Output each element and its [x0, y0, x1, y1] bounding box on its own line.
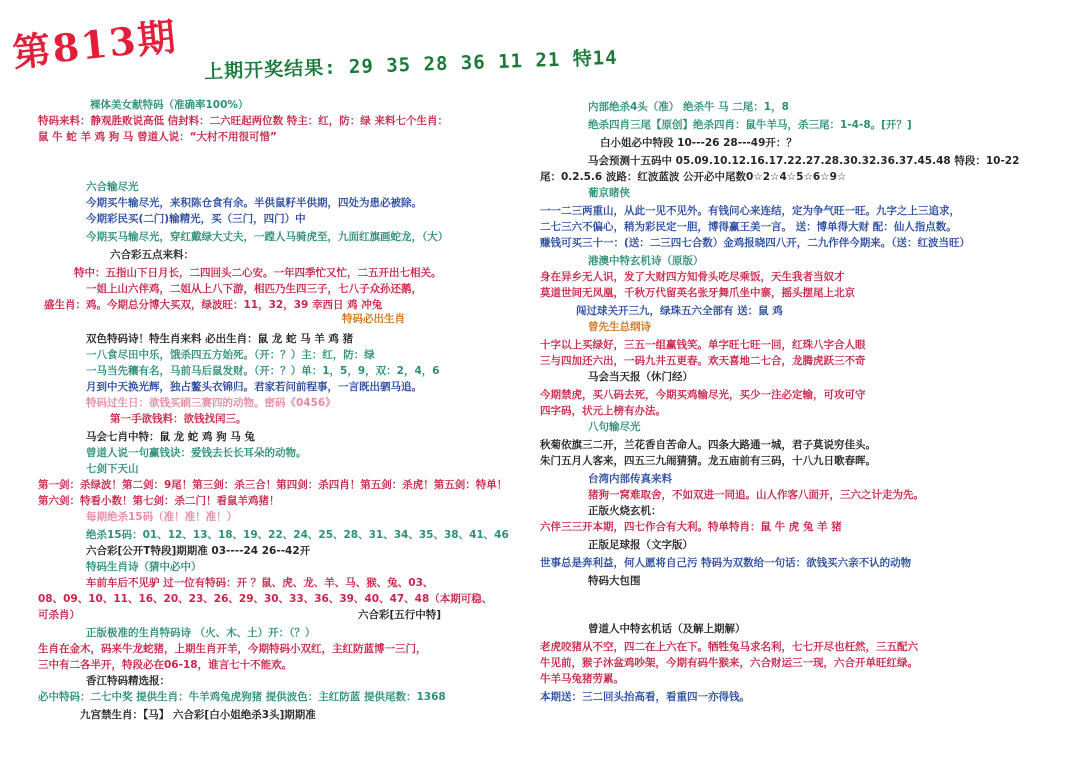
left-text-line: 第一手欲钱料：欲钱找闰三。 — [110, 413, 247, 425]
right-text-line: 内部绝杀4头（准） 绝杀牛 马 二尾：1，8 — [588, 101, 789, 113]
left-text-line: 七剑下天山 — [86, 463, 139, 475]
left-text-line: 必中特码：二七中奖 提供生肖：牛羊鸡兔虎狗猪 提供波色：主红防蓝 提供尾数：1368 — [38, 691, 446, 703]
left-text-line: 特码必出生肖 — [342, 313, 405, 325]
right-text-line: 正版火烧玄机： — [588, 505, 662, 517]
right-text-line: 秋菊依旗三二开，兰花香自苦命人。四条大路通一城，君子莫说穷佳头。 — [540, 439, 876, 451]
left-text-line: 鼠 牛 蛇 羊 鸡 狗 马 曾道人说：“大村不用很可惜” — [38, 131, 277, 143]
right-text-line: 本期送：三二回头抬高看，看重四一亦得钱。 — [540, 691, 750, 703]
left-text-line: 车前车后不见驴 过一位有特码：开 ？鼠、虎、龙、羊、马、猴、兔、03、 — [86, 577, 434, 589]
left-text-line: 盛生肖：鸡。今期总分博大买双，绿波旺：11，32，39 幸西日 鸡 冲兔 — [44, 299, 383, 311]
left-text-line: 月到中天换光辉，独占鳌头衣锦归。君家若问前程事，一言既出驷马追。 — [86, 381, 422, 393]
left-text-line: 九宫禁生肖：【马】 六合彩[白小姐绝杀3头]期期准 — [80, 709, 316, 721]
left-text-line: 特码生肖诗（猜中必中） — [86, 561, 202, 573]
left-text-line: 一马当先穰有名，马前马后鼠发财。（开：？）单：1，5，9，双：2，4，6 — [86, 365, 440, 377]
right-text-line: 猪狗一窝难取舍，不如双进一同追。山人作客八面开，三六之计走为先。 — [588, 489, 924, 501]
right-text-line: 赚钱可买三十一：(送：二三四七合数）金鸡报晓四八开，二九作伴今期来。（送：红波当旺） — [540, 237, 971, 249]
left-text-line: 08、09、10、11、16、20、23、26、29、30、33、36、39、40、47、48（本期可稳、 — [38, 593, 493, 605]
right-text-line: 三与四加还六出，一码九井五更春。欢天喜地二七合，龙腾虎跃三不奇 — [540, 355, 866, 367]
right-text-line: 闯过球关开三九，绿珠五六全部有 送：鼠 鸡 — [576, 305, 783, 317]
left-text-line: 今期买马输尽光，穿红戴绿大丈夫，一蹚人马骑虎至，九面红旗画蛇龙，（大） — [86, 231, 449, 243]
left-text-line: 马会七肖中特：鼠 龙 蛇 鸡 狗 马 兔 — [86, 431, 255, 443]
right-text-line: 尾：0.2.5.6 波路：红波蓝波 公开必中尾数0☆2☆4☆5☆6☆9☆ — [540, 171, 847, 183]
left-text-line: 三中有二各半开，特段必在06-18，谁言七十不能欢。 — [38, 659, 293, 671]
left-text-line: 第六剑：特看小数！第七剑：杀二门！看鼠羊鸡猪！ — [38, 495, 280, 507]
right-text-line: 一一二三两重山，从此一见不见外。有钱问心来连结，定为争气旺一旺。九字之上三追求， — [540, 205, 960, 217]
left-text-line: 今期买牛输尽光，来积陈仓食有余。半供鼠籽半供期，四处为患必被除。 — [86, 197, 422, 209]
right-text-line: 白小姐必中特段 10---26 28---49开：？ — [600, 137, 797, 149]
right-text-line: 世事总是奔利益，何人愿将自己污 特码为双数给一句话：欲钱买六亲不认的动物 — [540, 557, 912, 569]
right-text-line: 葡京睹侠 — [588, 187, 630, 199]
right-text-line: 朱门五月人客来，四五三九闹猜猜。龙五庙前有三码，十八九日歌春晖。 — [540, 455, 876, 467]
left-text-line: 六合彩[五行中特] — [358, 609, 442, 621]
right-text-line: 四字码，状元上榜有办法。 — [540, 405, 666, 417]
right-text-line: 正版足球报（文字版） — [588, 539, 693, 551]
left-text-line: 曾道人说一句赢钱诀：爱钱去长长耳朵的动物。 — [86, 447, 307, 459]
right-text-line: 港澳中特玄机诗（原版） — [588, 255, 704, 267]
left-text-line: 特码来料：静观胜败说高低 信封料：二六旺起两位数 特主：红，防：绿 来料七个生肖： — [38, 115, 448, 127]
left-text-line: 六合输尽光 — [86, 181, 139, 193]
right-text-line: 莫道世间无凤凰，千秋万代留英名张牙舞爪坐中寨，摇头摆尾上北京 — [540, 287, 855, 299]
left-text-line: 一八食尽田中乐，饿杀四五方始死。（开：？）主：红，防：绿 — [86, 349, 375, 361]
right-text-line: 马会预测十五码中 05.09.10.12.16.17.22.27.28.30.32.36.37.45.48 特段：10-22 — [588, 155, 1020, 167]
right-text-line: 特码大包围 — [588, 575, 641, 587]
left-text-line: 六合彩五点来料： — [110, 249, 194, 261]
left-text-line: 特中：五指山下日月长，二四回头二心安。一年四季忙又忙，二五开出七相关。 — [74, 267, 442, 279]
right-text-line: 二七三六不偏心，稍为彩民定一胆，博得赢王美一言。 送：博单得大财 配：仙人指点数。 — [540, 221, 957, 233]
left-text-line: 一姐上山六伴鸡，二姐从上八下游，相匹乃生四三子，七八子众孙还鹅， — [86, 283, 422, 295]
right-text-line: 八句输尽光 — [588, 421, 641, 433]
right-text-line: 今期禁虎，买八码去死，今期买鸡输尽光，买少一注必定输，可攻可守 — [540, 389, 866, 401]
left-text-line: 生肖在金木，码来牛龙蛇猪，上期生肖开羊，今期特码小双红，主红防蓝博一三门， — [38, 643, 427, 655]
right-text-line: 绝杀四肖三尾【原创】绝杀四肖：鼠牛羊马，杀三尾：1-4-8。[开？] — [588, 119, 912, 131]
right-text-line: 曾先生总纲诗 — [588, 321, 651, 333]
right-text-line: 马会当天报（休门经） — [588, 371, 693, 383]
issue-number: 第813期 — [10, 13, 180, 76]
left-text-line: 裸体美女献特码（准确率100%） — [90, 99, 249, 111]
left-text-line: 第一剑：杀绿波！第二剑：9尾！第三剑：杀三合！第四剑：杀四肖！第五剑：杀虎！第五剑：特单！ — [38, 479, 508, 491]
right-text-line: 身在异乡无人识，发了大财四方知骨头吃尽乘饭，天生我者当奴才 — [540, 271, 845, 283]
right-text-line: 台湾内部传真来料 — [588, 473, 672, 485]
last-draw-result: 上期开奖结果: 29 35 28 36 11 21 特14 — [203, 46, 618, 84]
right-text-line: 十字以上买绿好，三五一组赢钱笑。单字旺七旺一回，红珠八字合人眼 — [540, 339, 866, 351]
right-text-line: 六伴三三开本期，四七作合有大利。特单特肖：鼠 牛 虎 兔 羊 猪 — [540, 521, 842, 533]
left-text-line: 香江特码精选报： — [86, 675, 170, 687]
left-text-line: 今期彩民买(二门)输精光，买（三门，四门）中 — [86, 213, 306, 225]
left-text-line: 六合彩[公开T特段]期期准 03----24 26--42开 — [86, 545, 311, 557]
right-text-line: 牛羊马兔猪劳累。 — [540, 673, 624, 685]
left-text-line: 正版极准的生肖特码诗 （火、木、土）开：（？） — [86, 627, 316, 639]
left-text-line: 每期绝杀15码（准！准！准！） — [86, 511, 238, 523]
left-text-line: 绝杀15码：01、12、13、18、19、22、24、25、28、31、34、35、38、41、46 — [86, 529, 509, 541]
right-text-line: 曾道人中特玄机话（及解上期解） — [588, 623, 746, 635]
left-text-line: 可杀肖） — [38, 609, 80, 621]
right-text-line: 牛见前，猴子沐盆鸡吵架，今期有码牛猴来，六合财运三一现，六合开单旺红绿。 — [540, 657, 918, 669]
left-text-line: 特码过生日：欲钱买刷三赛四的动物。密码《0456》 — [86, 397, 336, 409]
left-text-line: 双色特码诗！特生肖来料 必出生肖：鼠 龙 蛇 马 羊 鸡 猪 — [86, 333, 354, 345]
right-text-line: 老虎咬猪从不空，四二在上六在下。牺牲兔马求名利，七七开尽也枉然，三五配六 — [540, 641, 918, 653]
